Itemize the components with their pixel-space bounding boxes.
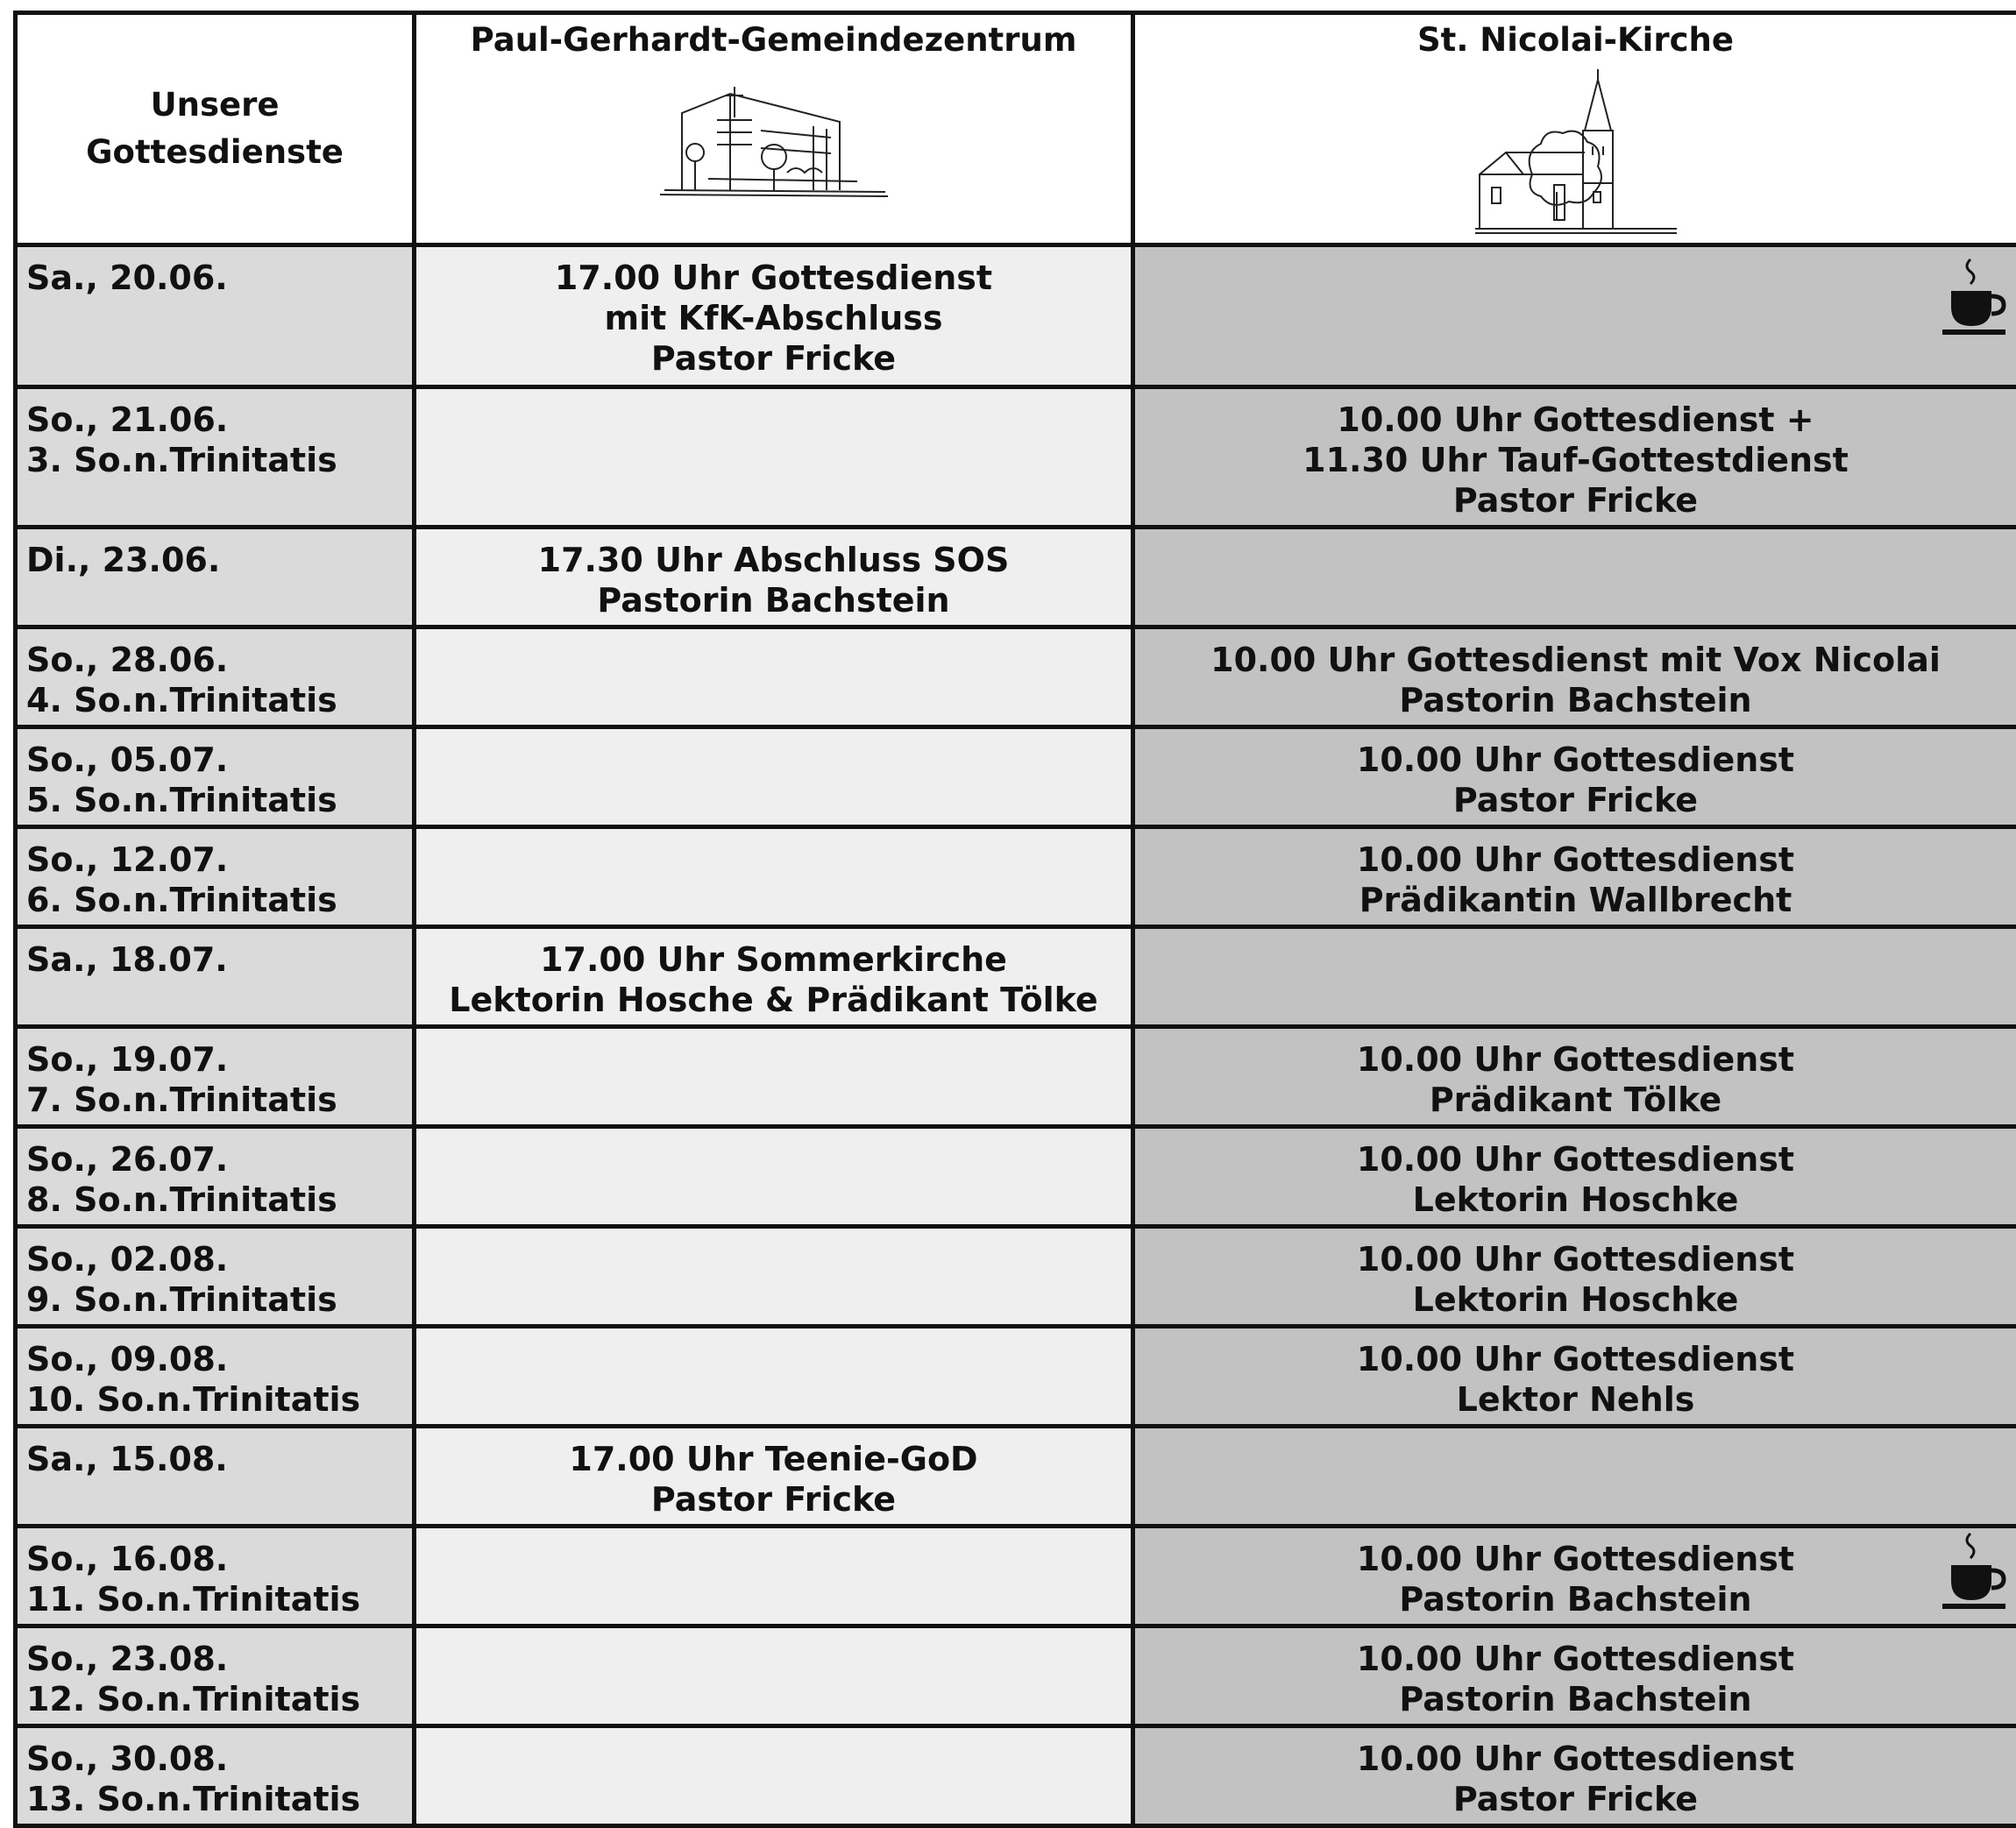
coffee-cup-icon	[1939, 1530, 2009, 1622]
date-text: So., 23.08.	[26, 1639, 412, 1679]
header-title-cell	[16, 13, 415, 245]
service-line: Pastor Fricke	[1135, 780, 2016, 820]
service-line: Lektorin Hosche & Prädikant Tölke	[416, 980, 1131, 1020]
paul-gerhardt-cell	[415, 1327, 1133, 1427]
schedule-row	[16, 1227, 2016, 1327]
st-nicolai-cell	[1133, 827, 2016, 927]
st-nicolai-cell	[1133, 1127, 2016, 1227]
schedule-row	[16, 1027, 2016, 1127]
date-cell	[16, 1626, 415, 1726]
date-cell	[16, 245, 415, 387]
paul-gerhardt-cell	[415, 1227, 1133, 1327]
paul-gerhardt-cell	[415, 927, 1133, 1027]
liturgical-day: 9. So.n.Trinitatis	[26, 1279, 412, 1320]
service-line: 11.30 Uhr Tauf-Gottestdienst	[1135, 440, 2016, 480]
st-nicolai-cell	[1133, 1527, 2016, 1626]
date-text: So., 05.07.	[26, 740, 412, 780]
paul-gerhardt-cell	[415, 1527, 1133, 1626]
service-line: 10.00 Uhr Gottesdienst mit Vox Nicolai	[1135, 640, 2016, 680]
st-nicolai-cell	[1133, 727, 2016, 827]
date-cell	[16, 387, 415, 528]
date-text: Sa., 20.06.	[26, 258, 412, 298]
st-nicolai-cell	[1133, 1027, 2016, 1127]
service-line: 17.00 Uhr Sommerkirche	[416, 939, 1131, 980]
schedule-row	[16, 245, 2016, 387]
service-line: 17.00 Uhr Gottesdienst	[416, 258, 1131, 298]
service-line: 10.00 Uhr Gottesdienst	[1135, 740, 2016, 780]
paul-gerhardt-cell	[415, 727, 1133, 827]
cutoff-border-mid1	[412, 1810, 416, 1823]
liturgical-day: 12. So.n.Trinitatis	[26, 1679, 412, 1719]
service-line: 10.00 Uhr Gottesdienst	[1135, 1539, 2016, 1579]
liturgical-day: 10. So.n.Trinitatis	[26, 1379, 412, 1420]
date-cell	[16, 827, 415, 927]
st-nicolai-cell	[1133, 1626, 2016, 1726]
table-bottom-edge	[13, 1810, 2016, 1823]
schedule-row	[16, 387, 2016, 528]
paul-gerhardt-cell	[415, 827, 1133, 927]
date-text: Di., 23.06.	[26, 540, 412, 580]
date-text: So., 30.08.	[26, 1739, 412, 1779]
schedule-row	[16, 727, 2016, 827]
schedule-row	[16, 827, 2016, 927]
date-cell	[16, 1227, 415, 1327]
st-nicolai-title: St. Nicolai-Kirche	[1135, 15, 2016, 62]
service-line: 10.00 Uhr Gottesdienst	[1135, 840, 2016, 880]
paul-gerhardt-cell	[415, 387, 1133, 528]
schedule-row	[16, 1527, 2016, 1626]
date-cell	[16, 1427, 415, 1527]
service-line: Lektorin Hoschke	[1135, 1279, 2016, 1320]
header-paul-gerhardt-cell	[415, 13, 1133, 245]
liturgical-day: 8. So.n.Trinitatis	[26, 1180, 412, 1220]
service-line: Lektorin Hoschke	[1135, 1180, 2016, 1220]
schedule-row	[16, 528, 2016, 627]
liturgical-day: 13. So.n.Trinitatis	[26, 1779, 412, 1819]
st-nicolai-cell	[1133, 927, 2016, 1027]
date-cell	[16, 528, 415, 627]
cutoff-border-mid2	[1131, 1810, 1135, 1823]
date-cell	[16, 927, 415, 1027]
schedule-row	[16, 927, 2016, 1027]
paul-gerhardt-cell	[415, 627, 1133, 727]
liturgical-day: 3. So.n.Trinitatis	[26, 440, 412, 480]
service-line: Pastor Fricke	[1135, 480, 2016, 521]
service-line: Prädikantin Wallbrecht	[1135, 880, 2016, 920]
schedule-row	[16, 1626, 2016, 1726]
service-schedule-table	[13, 11, 2016, 1828]
liturgical-day: 4. So.n.Trinitatis	[26, 680, 412, 720]
service-line: 10.00 Uhr Gottesdienst	[1135, 1039, 2016, 1080]
paul-gerhardt-cell	[415, 1127, 1133, 1227]
service-line: 17.00 Uhr Teenie-GoD	[416, 1439, 1131, 1479]
date-text: So., 19.07.	[26, 1039, 412, 1080]
date-cell	[16, 1327, 415, 1427]
service-line: Pastor Fricke	[416, 1479, 1131, 1520]
header-st-nicolai-cell	[1133, 13, 2016, 245]
date-text: So., 21.06.	[26, 400, 412, 440]
date-text: So., 09.08.	[26, 1339, 412, 1379]
service-line: 10.00 Uhr Gottesdienst	[1135, 1239, 2016, 1279]
st-nicolai-cell	[1133, 1227, 2016, 1327]
paul-gerhardt-cell	[415, 1626, 1133, 1726]
paul-gerhardt-cell	[415, 1027, 1133, 1127]
date-text: Sa., 15.08.	[26, 1439, 412, 1479]
service-line: 17.30 Uhr Abschluss SOS	[416, 540, 1131, 580]
service-line: Pastor Fricke	[1135, 1779, 2016, 1819]
service-line: Prädikant Tölke	[1135, 1080, 2016, 1120]
service-line: 10.00 Uhr Gottesdienst +	[1135, 400, 2016, 440]
coffee-cup-icon	[1939, 1530, 2009, 1613]
service-line: 10.00 Uhr Gottesdienst	[1135, 1639, 2016, 1679]
date-text: So., 12.07.	[26, 840, 412, 880]
service-line: 10.00 Uhr Gottesdienst	[1135, 1339, 2016, 1379]
church-building-drawing	[656, 69, 892, 201]
liturgical-day: 7. So.n.Trinitatis	[26, 1080, 412, 1120]
header-row	[16, 13, 2016, 245]
service-line: 10.00 Uhr Gottesdienst	[1135, 1739, 2016, 1779]
church-with-tower-drawing	[1471, 69, 1681, 236]
service-line: mit KfK-Abschluss	[416, 298, 1131, 338]
paul-gerhardt-cell	[415, 245, 1133, 387]
liturgical-day: 5. So.n.Trinitatis	[26, 780, 412, 820]
schedule-row	[16, 1127, 2016, 1227]
service-line: Pastor Fricke	[416, 338, 1131, 379]
paul-gerhardt-cell	[415, 1427, 1133, 1527]
date-cell	[16, 1127, 415, 1227]
date-text: So., 02.08.	[26, 1239, 412, 1279]
st-nicolai-cell	[1133, 1327, 2016, 1427]
date-cell	[16, 1027, 415, 1127]
schedule-row	[16, 1327, 2016, 1427]
date-text: So., 28.06.	[26, 640, 412, 680]
cutoff-border-left	[13, 1810, 18, 1823]
header-title-line1: Unsere	[18, 81, 412, 129]
date-cell	[16, 727, 415, 827]
st-nicolai-cell	[1133, 627, 2016, 727]
date-text: Sa., 18.07.	[26, 939, 412, 980]
paul-gerhardt-cell	[415, 528, 1133, 627]
st-nicolai-cell	[1133, 387, 2016, 528]
st-nicolai-cell	[1133, 1427, 2016, 1527]
service-line: Pastorin Bachstein	[1135, 680, 2016, 720]
date-cell	[16, 1527, 415, 1626]
date-cell	[16, 627, 415, 727]
service-line: Pastorin Bachstein	[416, 580, 1131, 620]
header-title-line2: Gottesdienste	[18, 129, 412, 176]
liturgical-day: 6. So.n.Trinitatis	[26, 880, 412, 920]
coffee-cup-icon	[1939, 256, 2009, 339]
date-text: So., 16.08.	[26, 1539, 412, 1579]
service-line: Pastorin Bachstein	[1135, 1579, 2016, 1619]
st-nicolai-cell	[1133, 245, 2016, 387]
coffee-cup-icon	[1939, 256, 2009, 348]
schedule-row	[16, 1427, 2016, 1527]
liturgical-day: 11. So.n.Trinitatis	[26, 1579, 412, 1619]
date-text: So., 26.07.	[26, 1139, 412, 1180]
service-line: Pastorin Bachstein	[1135, 1679, 2016, 1719]
service-line: Lektor Nehls	[1135, 1379, 2016, 1420]
paul-gerhardt-title: Paul-Gerhardt-Gemeindezentrum	[416, 15, 1131, 62]
schedule-row	[16, 627, 2016, 727]
service-line: 10.00 Uhr Gottesdienst	[1135, 1139, 2016, 1180]
st-nicolai-cell	[1133, 528, 2016, 627]
